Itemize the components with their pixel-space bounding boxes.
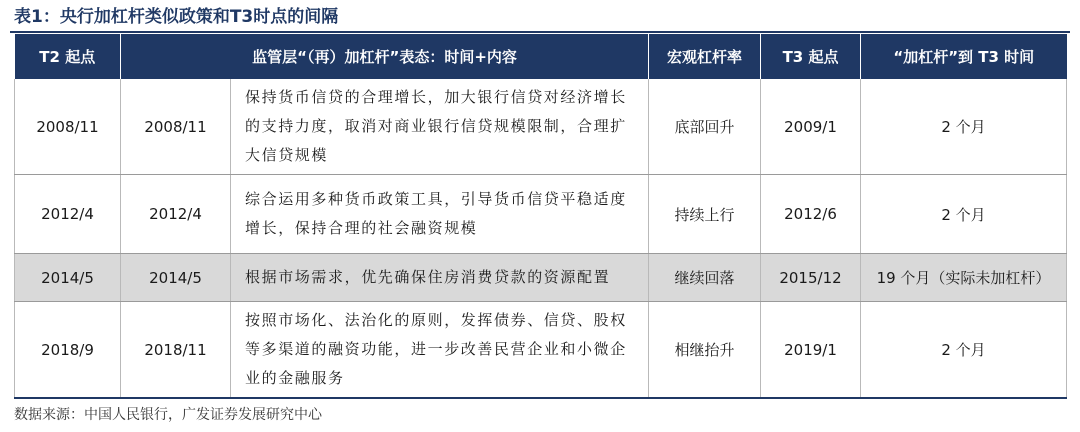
- header-statement: 监管层“（再）加杠杆”表态：时间+内容: [121, 34, 649, 79]
- cell-macro-leverage: 继续回落: [649, 254, 761, 302]
- cell-statement-content: 根据市场需求，优先确保住房消费贷款的资源配置: [231, 254, 649, 302]
- source-note: 数据来源：中国人民银行，广发证券发展研究中心: [14, 407, 322, 423]
- cell-interval: 2 个月: [861, 302, 1067, 399]
- table-row: [15, 302, 1067, 399]
- cell-macro-leverage: 持续上行: [649, 175, 761, 254]
- header-interval: “加杠杆”到 T3 时间: [861, 34, 1067, 79]
- cell-t3-start: 2015/12: [761, 254, 861, 302]
- header-t3-start: T3 起点: [761, 34, 861, 79]
- table-row: [15, 79, 1067, 175]
- table-title: 表1：央行加杠杆类似政策和T3时点的间隔: [14, 7, 339, 27]
- cell-statement-content: 按照市场化、法治化的原则，发挥债券、信贷、股权等多渠道的融资功能，进一步改善民营企业和小微企业的金融服务: [231, 302, 649, 399]
- cell-macro-leverage: 相继抬升: [649, 302, 761, 399]
- cell-statement-time: 2014/5: [121, 254, 231, 302]
- table-header-row: [15, 34, 1067, 79]
- cell-t2-start: 2018/9: [15, 302, 121, 399]
- title-divider: [10, 31, 1070, 33]
- data-table: [14, 34, 1067, 399]
- cell-interval: 19 个月（实际未加杠杆）: [861, 254, 1067, 302]
- cell-statement-content: 保持货币信贷的合理增长，加大银行信贷对经济增长的支持力度，取消对商业银行信贷规模限制，合理扩大信贷规模: [231, 79, 649, 175]
- cell-t2-start: 2014/5: [15, 254, 121, 302]
- cell-t2-start: 2012/4: [15, 175, 121, 254]
- cell-t2-start: 2008/11: [15, 79, 121, 175]
- cell-t3-start: 2012/6: [761, 175, 861, 254]
- cell-interval: 2 个月: [861, 175, 1067, 254]
- cell-statement-content: 综合运用多种货币政策工具，引导货币信贷平稳适度增长，保持合理的社会融资规模: [231, 175, 649, 254]
- cell-statement-time: 2018/11: [121, 302, 231, 399]
- cell-macro-leverage: 底部回升: [649, 79, 761, 175]
- header-t2-start: T2 起点: [15, 34, 121, 79]
- cell-t3-start: 2009/1: [761, 79, 861, 175]
- cell-t3-start: 2019/1: [761, 302, 861, 399]
- header-macro-leverage: 宏观杠杆率: [649, 34, 761, 79]
- cell-interval: 2 个月: [861, 79, 1067, 175]
- table-row: [15, 254, 1067, 302]
- cell-statement-time: 2012/4: [121, 175, 231, 254]
- cell-statement-time: 2008/11: [121, 79, 231, 175]
- table-row: [15, 175, 1067, 254]
